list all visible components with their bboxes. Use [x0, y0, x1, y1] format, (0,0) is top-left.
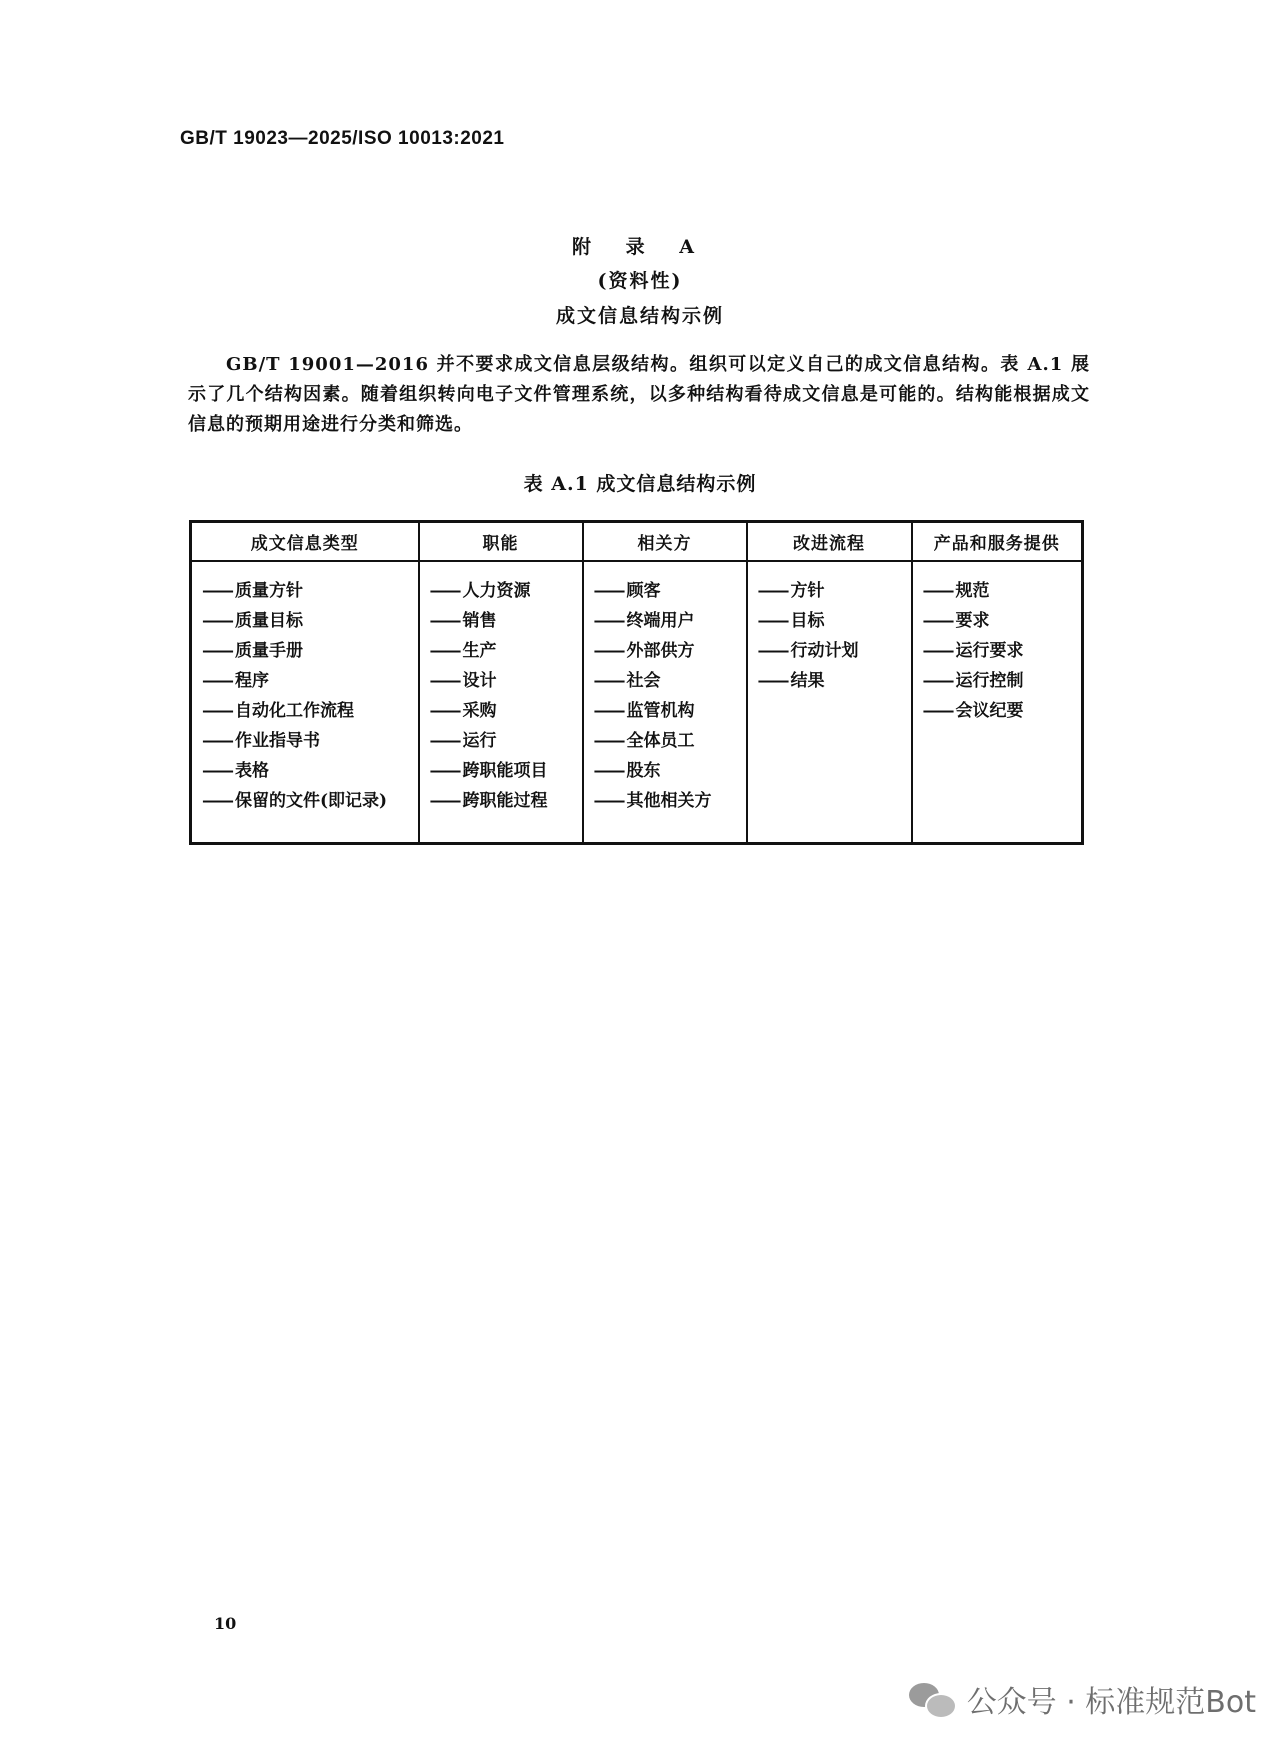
- list-item: —— 程序: [202, 666, 418, 696]
- list-item: —— 其他相关方: [594, 786, 746, 816]
- list-item: —— 结果: [758, 666, 911, 696]
- column-cell: [191, 561, 419, 844]
- table-body-row: [191, 561, 1083, 844]
- list-item: —— 质量手册: [202, 636, 418, 666]
- column-header: 改进流程: [747, 522, 912, 562]
- wechat-icon: [909, 1679, 955, 1719]
- column-cell: [419, 561, 583, 844]
- column-cell: [583, 561, 747, 844]
- list-item: —— 目标: [758, 606, 911, 636]
- intro-paragraph: GB/T 19001—2016 并不要求成文信息层级结构。组织可以定义自己的成文信息结构。表 A.1 展示了几个结构因素。随着组织转向电子文件管理系统，以多种结构看待成文信息是可能的。结构能根据成文信息的预期用途进行分类和筛选。: [188, 354, 1090, 435]
- column-cell: [912, 561, 1083, 844]
- column-header: 产品和服务提供: [912, 522, 1083, 562]
- annex-title: 附 录 A: [572, 236, 708, 258]
- list-item: —— 质量目标: [202, 606, 418, 636]
- list-item: —— 跨职能项目: [430, 756, 582, 786]
- list-item: —— 方针: [758, 576, 911, 606]
- list-item: —— 规范: [923, 576, 1082, 606]
- list-item: —— 运行: [430, 726, 582, 756]
- column-header: 成文信息类型: [191, 522, 419, 562]
- list-item: —— 自动化工作流程: [202, 696, 418, 726]
- list-item: —— 人力资源: [430, 576, 582, 606]
- list-item: —— 设计: [430, 666, 582, 696]
- list-item: —— 顾客: [594, 576, 746, 606]
- list-item: —— 作业指导书: [202, 726, 418, 756]
- list-item: —— 销售: [430, 606, 582, 636]
- list-item: —— 生产: [430, 636, 582, 666]
- list-item: —— 终端用户: [594, 606, 746, 636]
- standard-code-header: GB/T 19023—2025/ISO 10013:2021: [180, 128, 505, 149]
- column-cell: [747, 561, 912, 844]
- list-item: —— 运行要求: [923, 636, 1082, 666]
- annex-type: (资料性): [597, 270, 683, 292]
- list-item: —— 外部供方: [594, 636, 746, 666]
- annex-name: 成文信息结构示例: [555, 305, 724, 327]
- table-title: 表 A.1 成文信息结构示例: [523, 473, 757, 495]
- list-item: —— 运行控制: [923, 666, 1082, 696]
- list-item: —— 社会: [594, 666, 746, 696]
- list-item: —— 跨职能过程: [430, 786, 582, 816]
- table-header-row: [191, 522, 1083, 562]
- list-item: —— 会议纪要: [923, 696, 1082, 726]
- watermark-text: 公众号 · 标准规范Bot: [966, 1685, 1256, 1720]
- list-item: —— 保留的文件(即记录): [202, 786, 418, 816]
- list-item: —— 质量方针: [202, 576, 418, 606]
- column-header: 职能: [419, 522, 583, 562]
- list-item: —— 采购: [430, 696, 582, 726]
- list-item: —— 表格: [202, 756, 418, 786]
- page-number: 10: [214, 1614, 237, 1633]
- list-item: —— 要求: [923, 606, 1082, 636]
- list-item: —— 全体员工: [594, 726, 746, 756]
- list-item: —— 股东: [594, 756, 746, 786]
- watermark: [909, 1677, 1256, 1721]
- structure-table: [189, 520, 1084, 845]
- list-item: —— 监管机构: [594, 696, 746, 726]
- column-header: 相关方: [583, 522, 747, 562]
- list-item: —— 行动计划: [758, 636, 911, 666]
